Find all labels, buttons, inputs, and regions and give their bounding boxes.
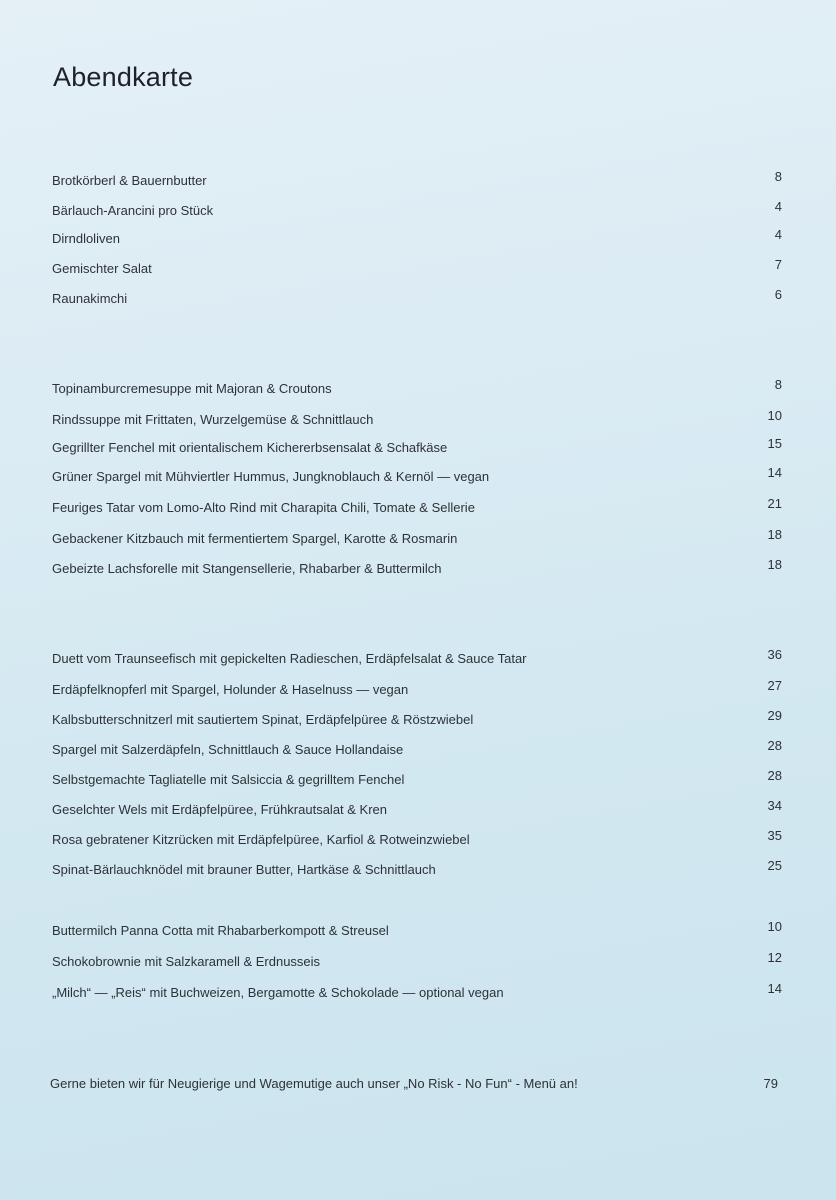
menu-item bbox=[52, 465, 782, 491]
item-name: Gegrillter Fenchel mit orientalischem Kichererbsensalat & Schafkäse bbox=[52, 440, 448, 455]
menu-item bbox=[52, 950, 782, 976]
item-price: 14 bbox=[767, 465, 782, 480]
menu-item bbox=[52, 408, 782, 434]
item-price: 12 bbox=[767, 950, 782, 965]
item-price: 8 bbox=[774, 377, 782, 392]
item-name: Bärlauch-Arancini pro Stück bbox=[52, 203, 214, 218]
menu-item bbox=[52, 169, 782, 195]
menu-item bbox=[52, 557, 782, 583]
item-name: Buttermilch Panna Cotta mit Rhabarberkompott & Streusel bbox=[52, 923, 389, 938]
footer-price: 79 bbox=[763, 1076, 778, 1091]
item-price: 18 bbox=[767, 557, 782, 572]
menu-title: Abendkarte bbox=[53, 62, 194, 92]
item-price: 7 bbox=[774, 257, 782, 272]
menu-item bbox=[52, 377, 782, 403]
item-price: 6 bbox=[774, 287, 782, 302]
item-price: 8 bbox=[774, 169, 782, 184]
item-name: Topinamburcremesuppe mit Majoran & Croutons bbox=[52, 381, 332, 396]
item-name: Spargel mit Salzerdäpfeln, Schnittlauch & Sauce Hollandaise bbox=[52, 742, 404, 757]
item-name: Raunakimchi bbox=[52, 291, 128, 306]
item-price: 34 bbox=[767, 798, 782, 813]
item-price: 25 bbox=[767, 858, 782, 873]
menu-item bbox=[52, 287, 782, 313]
footer-text: Gerne bieten wir für Neugierige und Wagemutige auch unser „No Risk - No Fun“ - Menü an! bbox=[50, 1076, 578, 1091]
item-price: 28 bbox=[767, 768, 782, 783]
menu-item bbox=[52, 768, 782, 794]
item-price: 4 bbox=[774, 199, 782, 214]
item-name: Selbstgemachte Tagliatelle mit Salsiccia & gegrilltem Fenchel bbox=[52, 772, 405, 787]
menu-item bbox=[52, 738, 782, 764]
menu-item bbox=[52, 527, 782, 553]
menu-item bbox=[52, 858, 782, 884]
item-name: Dirndloliven bbox=[52, 231, 120, 246]
menu-item bbox=[52, 647, 782, 673]
item-name: Feuriges Tatar vom Lomo-Alto Rind mit Charapita Chili, Tomate & Sellerie bbox=[52, 500, 475, 515]
item-price: 28 bbox=[767, 738, 782, 753]
item-name: Gebeizte Lachsforelle mit Stangensellerie, Rhabarber & Buttermilch bbox=[52, 561, 442, 576]
item-price: 27 bbox=[767, 678, 782, 693]
item-price: 36 bbox=[767, 647, 782, 662]
item-name: Rindssuppe mit Frittaten, Wurzelgemüse & Schnittlauch bbox=[52, 412, 374, 427]
menu-item bbox=[52, 436, 782, 462]
item-price: 15 bbox=[767, 436, 782, 451]
item-name: Erdäpfelknopferl mit Spargel, Holunder & Haselnuss — vegan bbox=[52, 682, 409, 697]
menu-item bbox=[52, 227, 782, 253]
item-price: 18 bbox=[767, 527, 782, 542]
item-price: 29 bbox=[767, 708, 782, 723]
item-price: 21 bbox=[767, 496, 782, 511]
item-name: Grüner Spargel mit Mühviertler Hummus, Jungknoblauch & Kernöl — vegan bbox=[52, 469, 490, 484]
item-name: Rosa gebratener Kitzrücken mit Erdäpfelpüree, Karfiol & Rotweinzwiebel bbox=[52, 832, 470, 847]
item-name: Spinat-Bärlauchknödel mit brauner Butter, Hartkäse & Schnittlauch bbox=[52, 862, 436, 877]
item-price: 10 bbox=[767, 919, 782, 934]
item-price: 10 bbox=[767, 408, 782, 423]
menu-item bbox=[52, 708, 782, 734]
item-name: Duett vom Traunseefisch mit gepickelten Radieschen, Erdäpfelsalat & Sauce Tatar bbox=[52, 651, 527, 666]
item-price: 35 bbox=[767, 828, 782, 843]
item-price: 14 bbox=[767, 981, 782, 996]
item-price: 4 bbox=[774, 227, 782, 242]
no-risk-menu-offer bbox=[50, 1076, 780, 1098]
item-name: Gebackener Kitzbauch mit fermentiertem Spargel, Karotte & Rosmarin bbox=[52, 531, 458, 546]
menu-item bbox=[52, 199, 782, 225]
menu-item bbox=[52, 257, 782, 283]
item-name: „Milch“ — „Reis“ mit Buchweizen, Bergamotte & Schokolade — optional vegan bbox=[52, 985, 504, 1000]
item-name: Gemischter Salat bbox=[52, 261, 152, 276]
menu-item bbox=[52, 981, 782, 1007]
item-name: Brotkörberl & Bauernbutter bbox=[52, 173, 207, 188]
item-name: Geselchter Wels mit Erdäpfelpüree, Frühkrautsalat & Kren bbox=[52, 802, 388, 817]
menu-item bbox=[52, 678, 782, 704]
menu-item bbox=[52, 828, 782, 854]
menu-item bbox=[52, 496, 782, 522]
menu-item bbox=[52, 798, 782, 824]
item-name: Kalbsbutterschnitzerl mit sautiertem Spinat, Erdäpfelpüree & Röstzwiebel bbox=[52, 712, 474, 727]
menu-item bbox=[52, 919, 782, 945]
item-name: Schokobrownie mit Salzkaramell & Erdnusseis bbox=[52, 954, 321, 969]
